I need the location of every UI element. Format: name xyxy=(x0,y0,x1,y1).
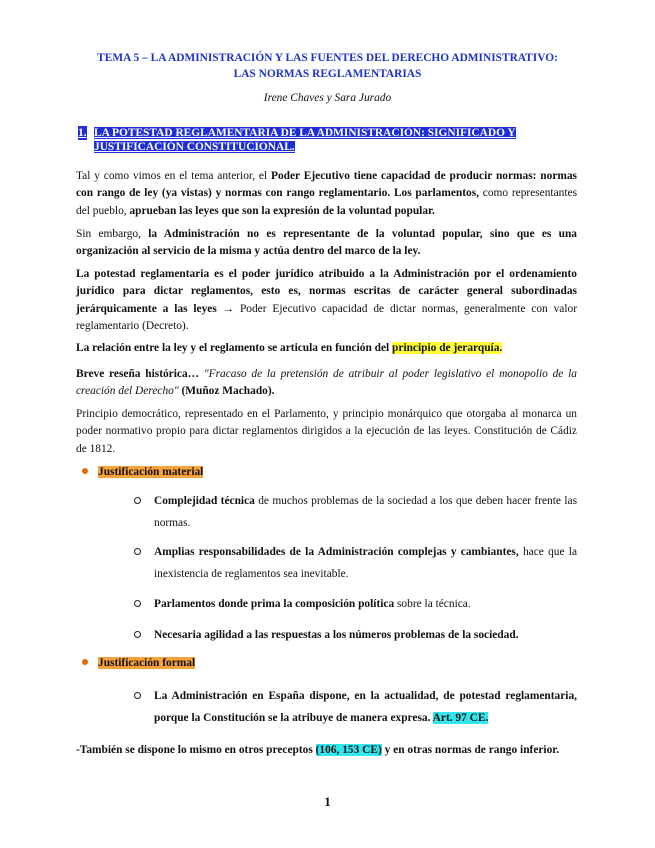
p2-bold-1: la Administración no es representante de la voluntad popular, sino que es una organización al servicio de la misma y actúa dentro del marco de la ley. xyxy=(76,228,577,258)
p1-text-1: Tal y como vimos en el tema anterior, el xyxy=(76,170,271,182)
preceptos-highlight: (106, 153 CE) xyxy=(315,744,382,756)
material-item-2-text: hace que la inexistencia de reglamentos sea inevitable. xyxy=(154,546,578,580)
last-bold-1: -También se dispone lo mismo en otros preceptos xyxy=(76,744,316,756)
bullet-justificacion-formal xyxy=(82,657,195,669)
section-heading-line-2: JUSTIFICACIÓN CONSTITUCIONAL. xyxy=(94,141,295,153)
circle-bullet-icon xyxy=(134,497,141,504)
material-item-1-bold: Complejidad técnica xyxy=(154,495,255,507)
page-number: 1 xyxy=(324,794,331,809)
p5-quote: "Fracaso de la pretensión de atribuir al poder legislativo el monopolio de la creación del Derecho" xyxy=(76,368,577,398)
paragraph-1 xyxy=(76,168,577,220)
p5-bold-2: (Muñoz Machado). xyxy=(178,385,275,398)
p3-bold-1: La potestad reglamentaria es el poder jurídico atribuido a la Administración por el ordenamiento jurídico para dictar reglamentos, esto es, normas escritas de carácter general subordinadas jerárquicamente a las leyes xyxy=(76,268,577,315)
material-item-4-bold: Necesaria agilidad a las respuestas a los números problemas de la sociedad. xyxy=(154,629,519,641)
paragraph-2 xyxy=(76,226,577,261)
title-line-1: TEMA 5 – LA ADMINISTRACIÓN Y LAS FUENTES DEL DERECHO ADMINISTRATIVO: xyxy=(97,52,558,64)
section-heading-line-1: LA POTESTAD REGLAMENTARIA DE LA ADMINISTRACIÓN: SIGNIFICADO Y xyxy=(94,127,516,139)
material-item-3 xyxy=(134,593,577,615)
section-number: 1. xyxy=(78,127,87,139)
circle-bullet-icon xyxy=(134,548,141,555)
material-item-1 xyxy=(134,490,577,534)
paragraph-4 xyxy=(76,340,577,357)
document-title xyxy=(60,50,595,82)
p1-bold-2: aprueban las leyes que son la expresión de la voluntad popular. xyxy=(129,204,435,217)
paragraph-5 xyxy=(76,366,577,401)
material-item-3-text: sobre la técnica. xyxy=(394,598,471,610)
art-97-ce-highlight: Art. 97 CE. xyxy=(432,712,489,724)
title-line-2: LAS NORMAS REGLAMENTARIAS xyxy=(233,68,422,80)
material-item-4 xyxy=(134,624,577,646)
paragraph-3 xyxy=(76,266,577,336)
paragraph-6 xyxy=(76,406,577,458)
material-item-3-bold: Parlamentos donde prima la composición política xyxy=(154,598,395,610)
material-item-1-text: de muchos problemas de la sociedad a los que deben hacer frente las normas. xyxy=(154,495,577,529)
authors: Irene Chaves y Sara Jurado xyxy=(263,92,392,104)
material-item-2-bold: Amplias responsabilidades de la Administración complejas y cambiantes, xyxy=(154,546,519,558)
material-item-2 xyxy=(134,541,577,585)
bullet-dot-icon xyxy=(82,659,88,665)
justificacion-material-label: Justificación material xyxy=(98,466,204,478)
circle-bullet-icon xyxy=(134,692,141,699)
p1-bold-1: Poder Ejecutivo tiene capacidad de producir normas: normas con rango de ley (ya vistas) y normas con rango reglamentario. Los parlamentos, xyxy=(76,170,577,200)
section-heading xyxy=(78,126,527,154)
p2-text-1: Sin embargo, xyxy=(76,228,149,240)
circle-bullet-icon xyxy=(134,600,141,607)
p3-text-1: → Poder Ejecutivo capacidad de dictar normas, generalmente con valor reglamentario (Decreto). xyxy=(76,302,577,333)
bullet-dot-icon xyxy=(82,468,88,474)
circle-bullet-icon xyxy=(134,631,141,638)
principio-jerarquia-highlight: principio de jerarquía. xyxy=(392,342,503,354)
p1-text-2: como representantes del pueblo, xyxy=(76,187,577,217)
bullet-justificacion-material xyxy=(82,466,203,478)
last-bold-2: y en otras normas de rango inferior. xyxy=(381,744,560,756)
justificacion-formal-label: Justificación formal xyxy=(98,657,196,669)
p5-bold-1: Breve reseña histórica… xyxy=(76,368,204,380)
paragraph-last xyxy=(76,742,577,759)
p4-bold-1: La relación entre la ley y el reglamento se articula en función del xyxy=(76,342,393,354)
formal-item-bold: La Administración en España dispone, en la actualidad, de potestad reglamentaria, porque la Constitución se la atribuye de manera expresa. xyxy=(154,690,577,724)
formal-item-1 xyxy=(134,685,577,729)
p6-text-1: Principio democrático, representado en el Parlamento, y principio monárquico que otorgaba al monarca un poder normativo propio para dictar reglamentos dirigidos a la ejecución de las leyes. Constitución de Cádiz de 1812. xyxy=(76,408,577,455)
